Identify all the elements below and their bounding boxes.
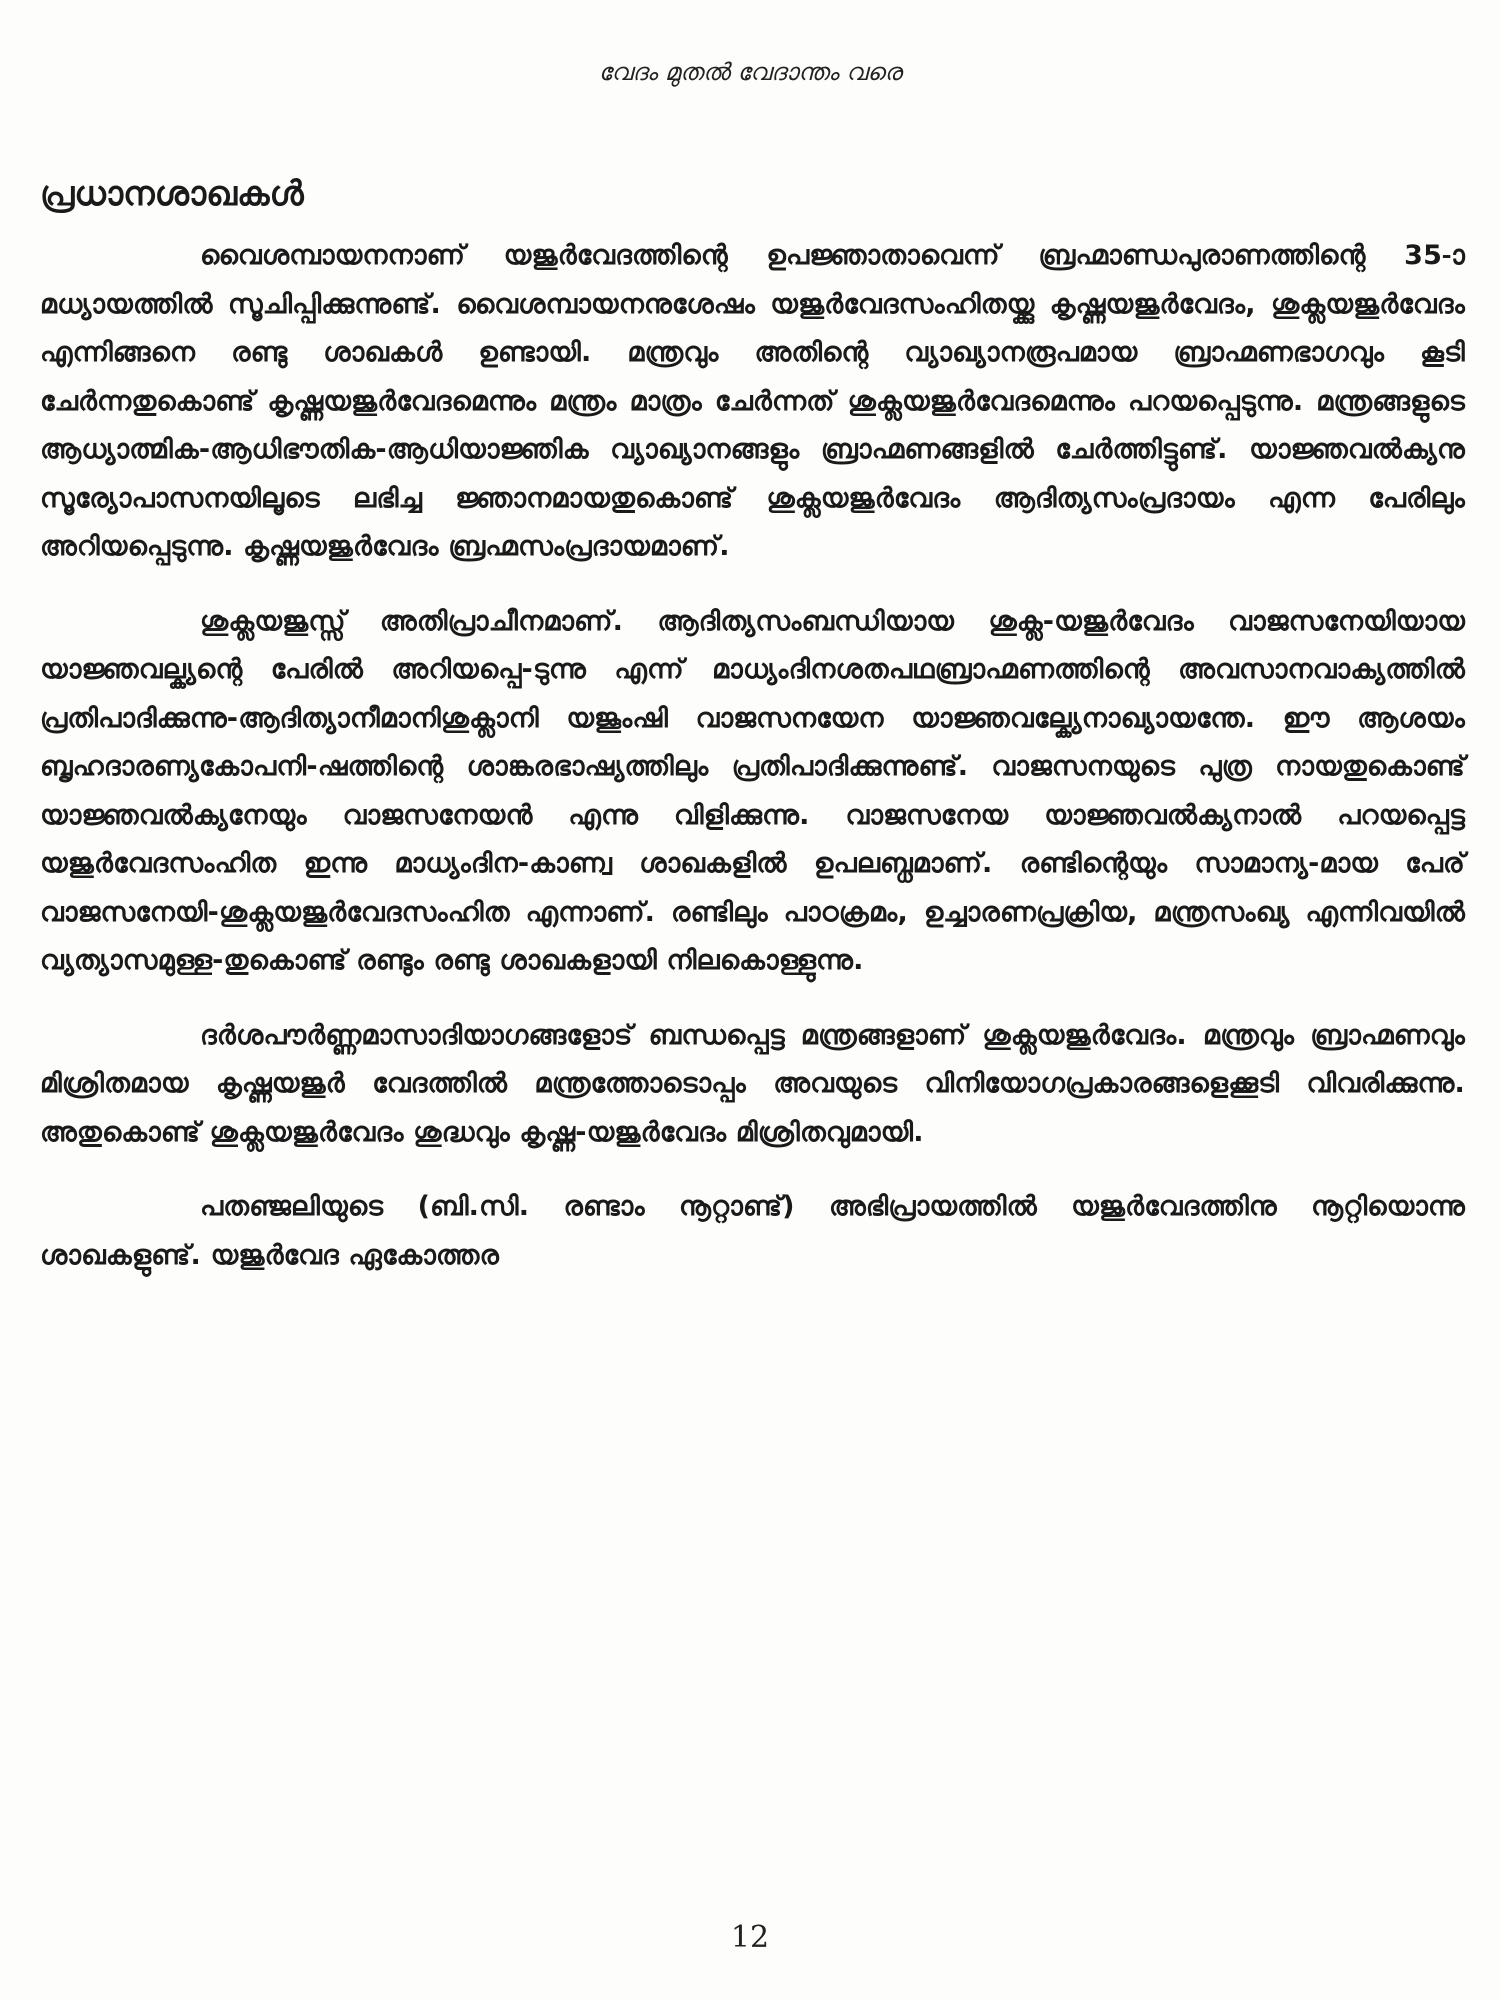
paragraph-1: വൈശമ്പായനനാണ് യജുർവേദത്തിന്റെ ഉപജ്ഞാതാവെന്ന് ബ്രഹ്മാണ്ഡപുരാണത്തിന്റെ 35-ാമധ്യായത്തിൽ സൂചിപ്പിക്കുന്നുണ്ട്. വൈശമ്പായനനുശേഷം യജുർവേദസംഹിതയ്ക്കു കൃഷ്ണയജുർവേദം, ശുക്ലയജുർവേദം എന്നിങ്ങനെ രണ്ടു ശാഖകൾ ഉണ്ടായി. മന്ത്രവും അതിന്റെ വ്യാഖ്യാനരൂപമായ ബ്രാഹ്മണഭാഗവും കൂടി ചേർന്നതുകൊണ്ട് കൃഷ്ണയജുർവേദമെന്നും മന്ത്രം മാത്രം ചേർന്നത് ശുക്ലയജുർവേദമെന്നും പറയപ്പെടുന്നു. മന്ത്രങ്ങളുടെ ആധ്യാത്മിക-ആധിഭൗതിക-ആധിയാജ്ഞിക വ്യാഖ്യാനങ്ങളും ബ്രാഹ്മണങ്ങളിൽ ചേർത്തിട്ടുണ്ട്. യാജ്ഞവൽക്യനു സൂര്യോപാസനയിലൂടെ ലഭിച്ച ജ്ഞാനമായതുകൊണ്ട് ശുക്ലയജുർവേദം ആദിത്യസംപ്രദായം എന്ന പേരിലും അറിയപ്പെടുന്നു. കൃഷ്ണയജുർവേദം ബ്രഹ്മസംപ്രദായമാണ്. (40, 240, 1465, 562)
sanskrit-quote: ആദിത്യാനീമാനിശുക്ലാനി യജൂംഷി വാജസനയേന യാജ്ഞവല്ക്യേനാഖ്യായന്തേ. (238, 702, 1256, 734)
paragraph-2 (40, 598, 1465, 986)
page-number: 12 (730, 1920, 770, 1955)
paragraph-4-text: പതഞ്ജലിയുടെ (ബി.സി. രണ്ടാം നൂറ്റാണ്ട്) അഭിപ്രായത്തിൽ യജുർവേദത്തിനു നൂറ്റിയൊന്നു ശാഖകളുണ്ട്. (40, 1191, 1465, 1271)
running-head: വേദം മുതൽ വേദാന്തം വരെ (598, 58, 902, 86)
paragraph-2-continuation: ഈ ആശയം ബൃഹദാരണ്യകോപനി-ഷത്തിന്റെ ശാങ്കരഭാഷ്യത്തിലും പ്രതിപാദിക്കുന്നുണ്ട്. വാജസനയുടെ പുത്ര നായതുകൊണ്ട് യാജ്ഞവൽക്യനേയും വാജസനേയൻ എന്നു വിളിക്കുന്നു. വാജസനേയ യാജ്ഞവൽക്യനാൽ പറയപ്പെട്ട യജുർവേദസംഹിത ഇന്നു മാധ്യംദിന-കാണ്വ ശാഖകളിൽ ഉപലബ്ധമാണ്. രണ്ടിന്റെയും സാമാന്യ-മായ പേര് വാജസനേയി-ശുക്ലയജുർവേദസംഹിത എന്നാണ്. രണ്ടിലും പാഠക്രമം, ഉച്ചാരണപ്രക്രിയ, മന്ത്രസംഖ്യ എന്നിവയിൽ വ്യത്യാസമുള്ള-തുകൊണ്ട് രണ്ടും രണ്ടു ശാഖകളായി നിലകൊള്ളുന്നു. (40, 702, 1465, 976)
paragraph-2-text: ശുക്ലയജുസ്സ് അതിപ്രാചീനമാണ്. ആദിത്യസംബന്ധിയായ ശുക്ല-യജുർവേദം വാജസനേയിയായ യാജ്ഞവല്ക്യന്റെ പേരിൽ അറിയപ്പെ-ടുന്നു എന്ന് മാധ്യംദിനശതപഥബ്രാഹ്മണത്തിന്റെ അവസാനവാക്യത്തിൽ പ്രതിപാദിക്കുന്നു- (40, 605, 1465, 734)
page-body (40, 170, 1465, 1306)
paragraph-4-emphasis: യജുർവേദ ഏകോത്തര (210, 1239, 500, 1271)
section-heading: പ്രധാനശാഖകൾ (40, 174, 304, 214)
paragraph-3: ദർശപൗർണ്ണമാസാദിയാഗങ്ങളോട് ബന്ധപ്പെട്ട മന്ത്രങ്ങളാണ് ശുക്ലയജുർവേദം. മന്ത്രവും ബ്രാഹ്മണവും മിശ്രിതമായ കൃഷ്ണയജുർ വേദത്തിൽ മന്ത്രത്തോടൊപ്പം അവയുടെ വിനിയോഗപ്രകാരങ്ങളെക്കൂടി വിവരിക്കുന്നു. അതുകൊണ്ട് ശുക്ലയജുർവേദം ശുദ്ധവും കൃഷ്ണ-യജുർവേദം മിശ്രിതവുമായി. (40, 1019, 1465, 1148)
paragraph-4 (40, 1183, 1465, 1280)
